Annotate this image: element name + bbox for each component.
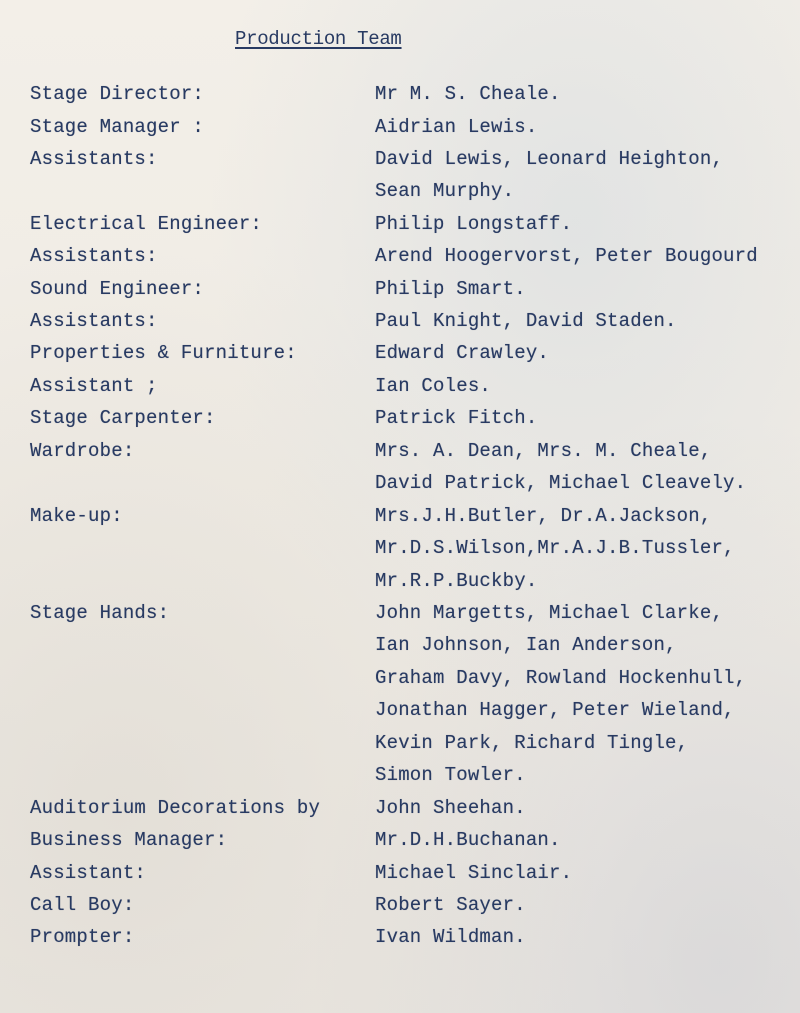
role-label: Wardrobe:: [30, 440, 135, 462]
names-value: Patrick Fitch.: [375, 407, 538, 429]
names-value: Paul Knight, David Staden.: [375, 310, 677, 332]
list-item: [0, 570, 800, 602]
names-value: Ian Coles.: [375, 375, 492, 397]
list-item: [0, 634, 800, 666]
list-item: [0, 764, 800, 796]
list-item: [0, 732, 800, 764]
role-label: Stage Manager :: [30, 116, 205, 138]
names-value: Mrs.J.H.Butler, Dr.A.Jackson,: [375, 505, 712, 527]
names-value: Kevin Park, Richard Tingle,: [375, 732, 689, 754]
names-value: Philip Longstaff.: [375, 213, 573, 235]
role-label: Assistant:: [30, 862, 147, 884]
role-label: Sound Engineer:: [30, 278, 205, 300]
names-value: Aidrian Lewis.: [375, 116, 538, 138]
role-label: Call Boy:: [30, 894, 135, 916]
list-item: [0, 245, 800, 277]
names-value: Arend Hoogervorst, Peter Bougourd: [375, 245, 758, 267]
role-label: Stage Director:: [30, 83, 205, 105]
list-item: [0, 505, 800, 537]
names-value: Mr.R.P.Buckby.: [375, 570, 538, 592]
role-label: Assistants:: [30, 245, 158, 267]
list-item: [0, 472, 800, 504]
names-value: John Sheehan.: [375, 797, 526, 819]
names-value: David Patrick, Michael Cleavely.: [375, 472, 747, 494]
role-label: Prompter:: [30, 926, 135, 948]
names-value: Ivan Wildman.: [375, 926, 526, 948]
list-item: [0, 342, 800, 374]
names-value: Graham Davy, Rowland Hockenhull,: [375, 667, 747, 689]
list-item: [0, 148, 800, 180]
names-value: John Margetts, Michael Clarke,: [375, 602, 724, 624]
list-item: [0, 278, 800, 310]
role-label: Assistant ;: [30, 375, 158, 397]
names-value: Jonathan Hagger, Peter Wieland,: [375, 699, 735, 721]
names-value: Ian Johnson, Ian Anderson,: [375, 634, 677, 656]
role-label: Assistants:: [30, 148, 158, 170]
role-label: Electrical Engineer:: [30, 213, 263, 235]
list-item: [0, 440, 800, 472]
page-title: Production Team: [235, 28, 402, 50]
role-label: Stage Hands:: [30, 602, 170, 624]
names-value: Robert Sayer.: [375, 894, 526, 916]
role-label: Make-up:: [30, 505, 123, 527]
list-item: [0, 602, 800, 634]
names-value: Mrs. A. Dean, Mrs. M. Cheale,: [375, 440, 712, 462]
list-item: [0, 407, 800, 439]
names-value: Sean Murphy.: [375, 180, 515, 202]
role-label: Auditorium Decorations by: [30, 797, 321, 819]
list-item: [0, 894, 800, 926]
names-value: Michael Sinclair.: [375, 862, 573, 884]
names-value: Mr.D.H.Buchanan.: [375, 829, 561, 851]
names-value: Edward Crawley.: [375, 342, 550, 364]
list-item: [0, 375, 800, 407]
list-item: [0, 699, 800, 731]
list-item: [0, 116, 800, 148]
names-value: David Lewis, Leonard Heighton,: [375, 148, 724, 170]
list-item: [0, 537, 800, 569]
names-value: Mr M. S. Cheale.: [375, 83, 561, 105]
names-value: Mr.D.S.Wilson,Mr.A.J.B.Tussler,: [375, 537, 735, 559]
role-label: Properties & Furniture:: [30, 342, 297, 364]
list-item: [0, 829, 800, 861]
list-item: [0, 862, 800, 894]
role-label: Assistants:: [30, 310, 158, 332]
list-item: [0, 926, 800, 958]
names-value: Philip Smart.: [375, 278, 526, 300]
role-label: Stage Carpenter:: [30, 407, 216, 429]
list-item: [0, 667, 800, 699]
list-item: [0, 83, 800, 115]
list-item: [0, 797, 800, 829]
list-item: [0, 310, 800, 342]
role-label: Business Manager:: [30, 829, 228, 851]
list-item: [0, 213, 800, 245]
list-item: [0, 180, 800, 212]
names-value: Simon Towler.: [375, 764, 526, 786]
